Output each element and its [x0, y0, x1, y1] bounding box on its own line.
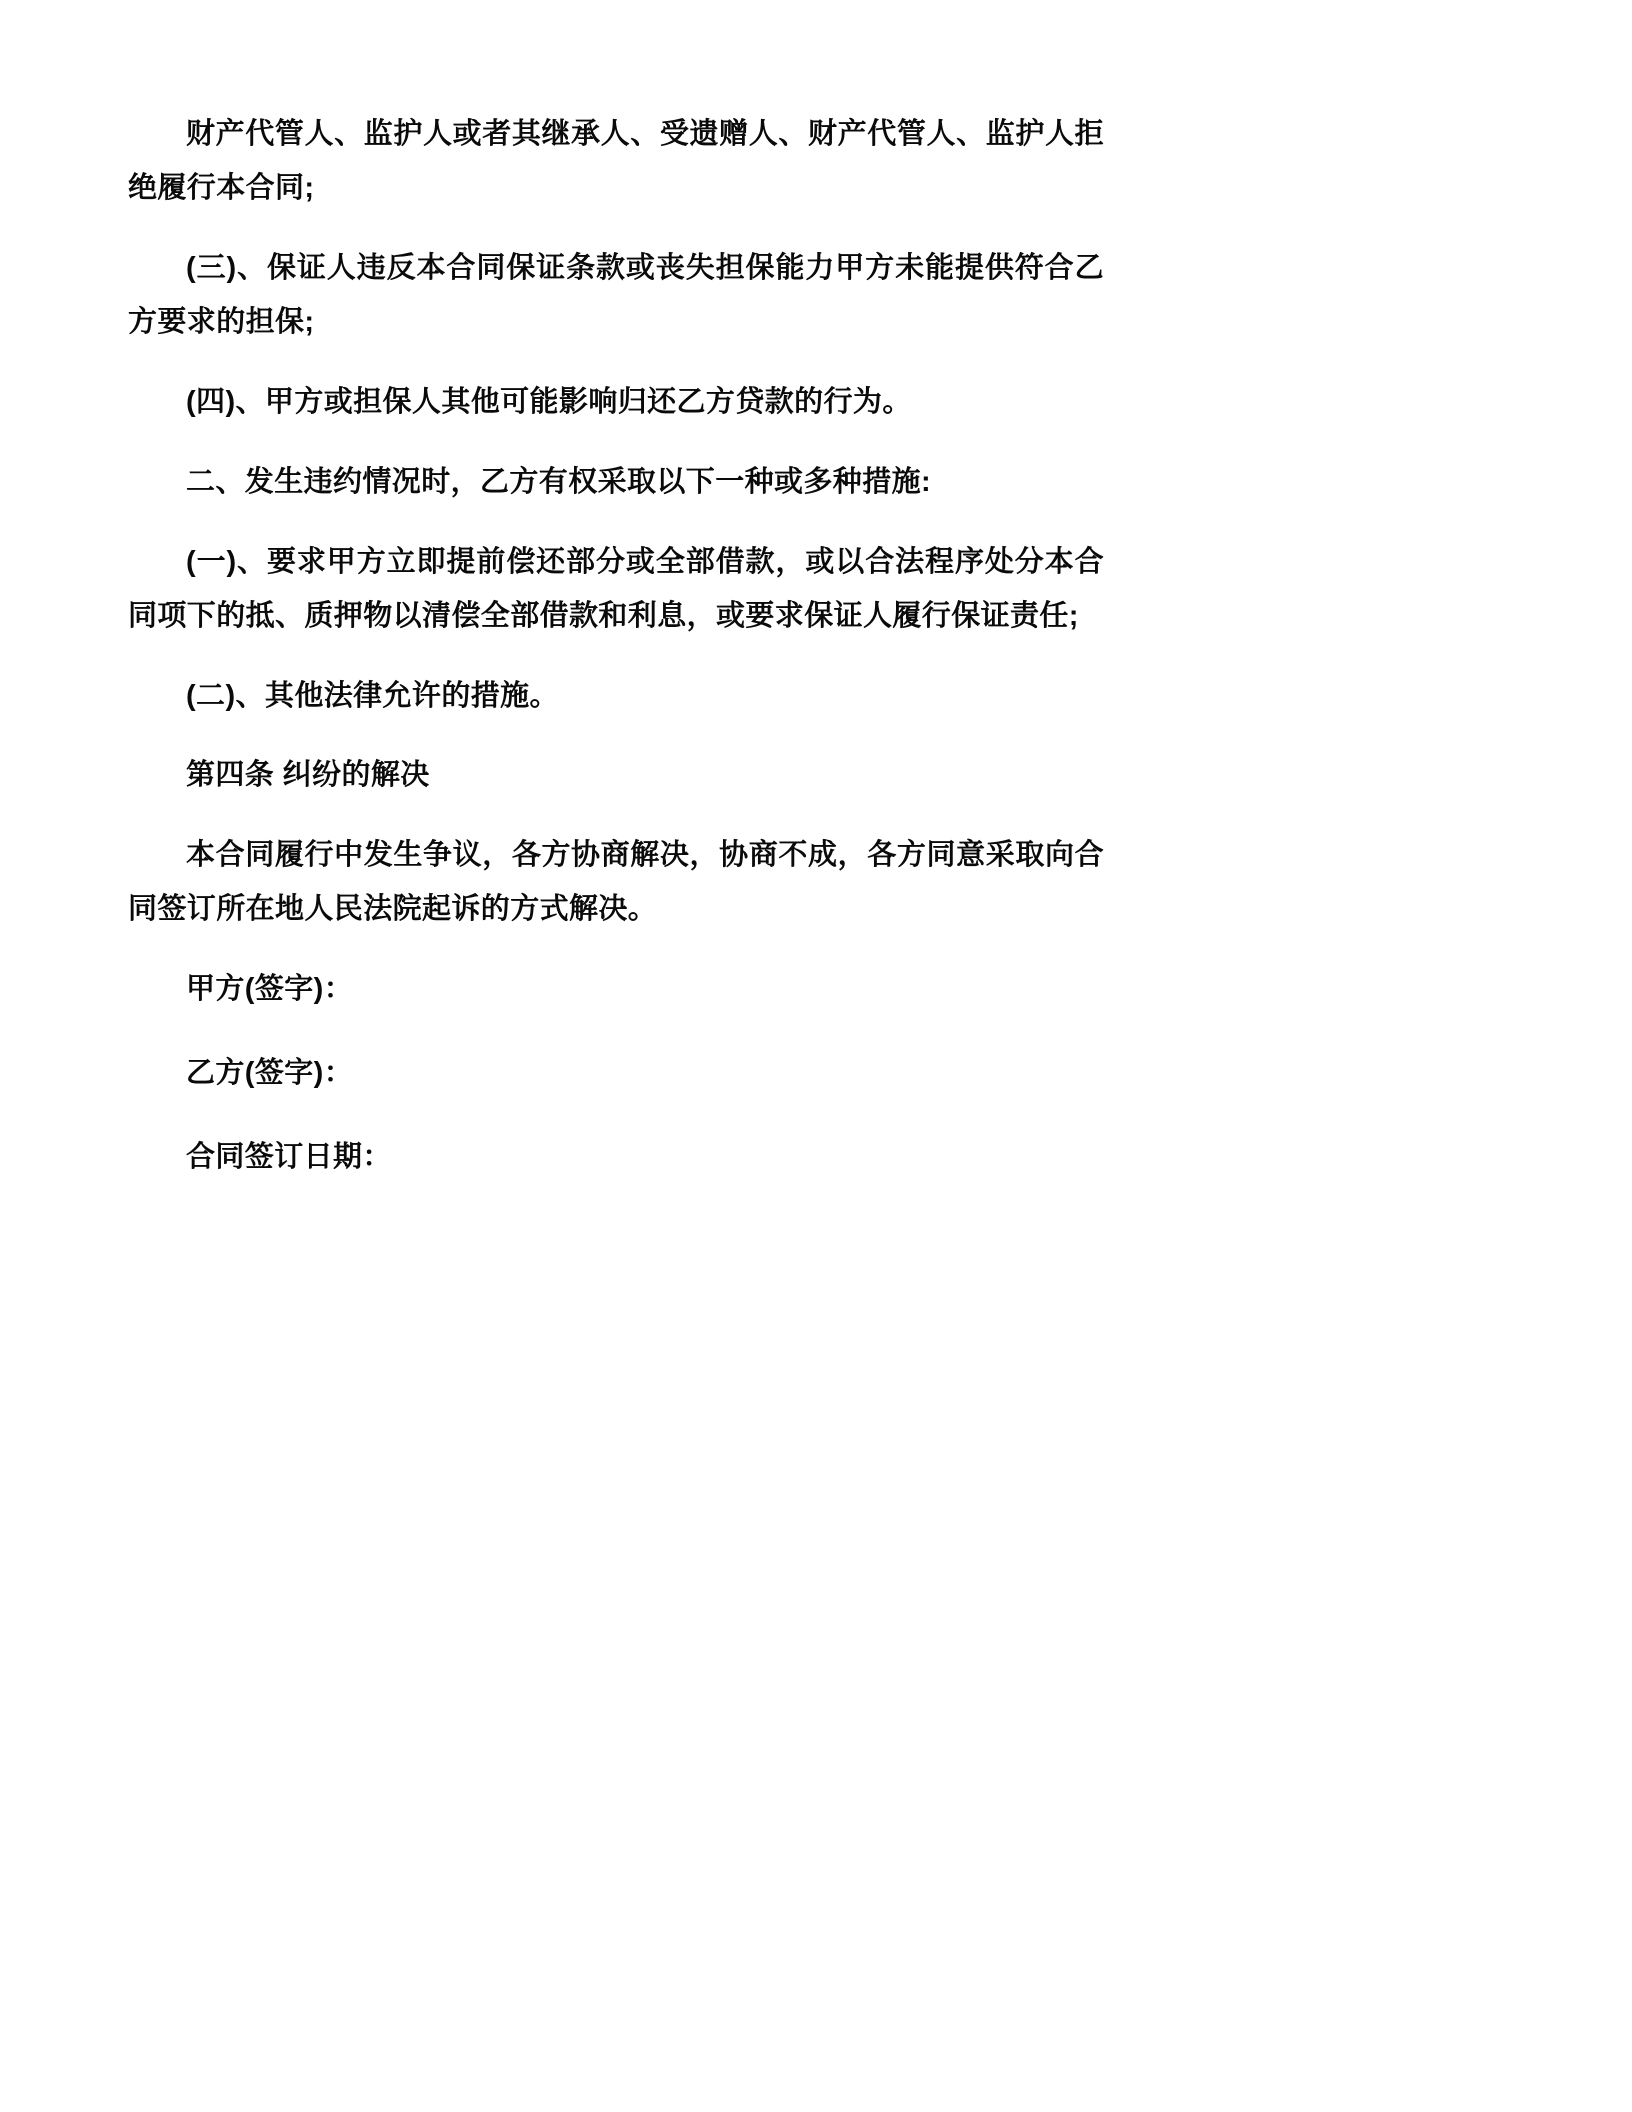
- signature-date: 合同签订日期：: [186, 1141, 392, 1174]
- paragraph-clause-2-continuation: 财产代管人、监护人或者其继承人、受遗赠人、财产代管人、监护人拒绝履行本合同;: [128, 118, 1104, 204]
- paragraph-clause-3: (三)、保证人违反本合同保证条款或丧失担保能力甲方未能提供符合乙方要求的担保;: [128, 251, 1104, 338]
- paragraph-section-two-heading: 二、发生违约情况时，乙方有权采取以下一种或多种措施:: [186, 465, 932, 498]
- paragraph-measure-2: (二)、其他法律允许的措施。: [186, 679, 559, 712]
- paragraph-article-four-heading: 第四条 纠纷的解决: [186, 759, 430, 792]
- paragraph-measure-1: (一)、要求甲方立即提前偿还部分或全部借款，或以合法程序处分本合同项下的抵、质押物以清偿全部借款和利息，或要求保证人履行保证责任;: [128, 545, 1104, 632]
- document-body: [128, 108, 1104, 1555]
- paragraph-clause-4: (四)、甲方或担保人其他可能影响归还乙方贷款的行为。: [186, 385, 912, 418]
- signature-party-b: 乙方(签字)：: [186, 1057, 354, 1090]
- signature-party-a: 甲方(签字)：: [186, 973, 354, 1006]
- paragraph-dispute-resolution: 本合同履行中发生争议，各方协商解决，协商不成，各方同意采取向合同签订所在地人民法院起诉的方式解决。: [128, 839, 1104, 926]
- page-bottom-spacer: [128, 1215, 1104, 1555]
